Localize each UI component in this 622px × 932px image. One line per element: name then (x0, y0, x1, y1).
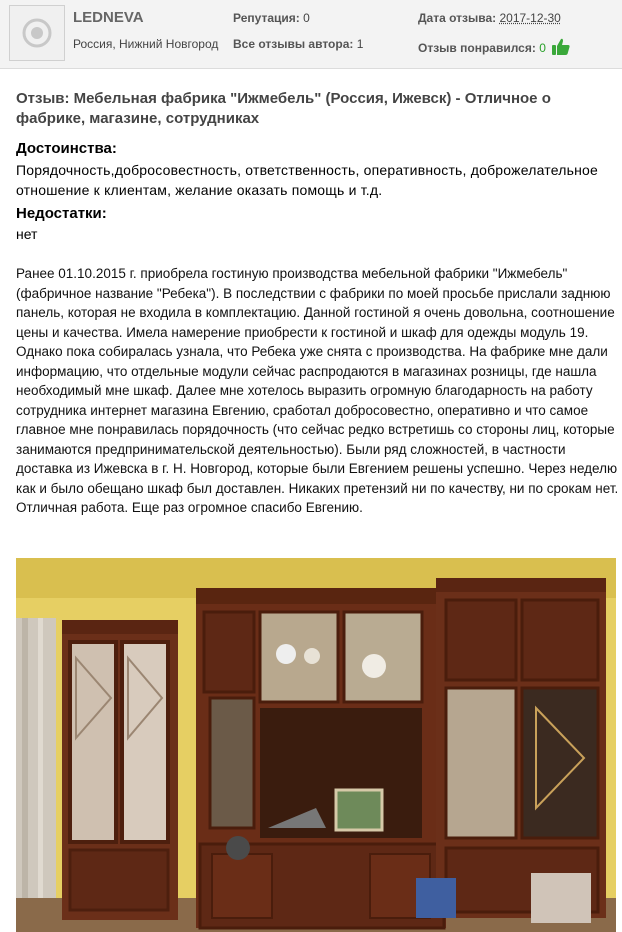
review-likes-value: 0 (539, 41, 546, 55)
pros-text: Порядочность,добросовестность, ответственность, оперативность, доброжелательное отношение к клиентам, желание оказать помощь и т.д. (16, 162, 598, 198)
review-date-value: 2017-12-30 (499, 11, 561, 25)
review-likes (418, 37, 571, 57)
reputation (233, 11, 310, 25)
review-likes-label: Отзыв понравился: (418, 41, 536, 55)
avatar[interactable] (9, 5, 65, 61)
furniture-photo (16, 558, 616, 932)
review-date (418, 11, 561, 25)
all-reviews-count: 1 (356, 37, 364, 51)
author-city: Россия, Нижний Новгород (73, 37, 219, 51)
review-photo[interactable] (16, 558, 616, 932)
review-header (0, 0, 622, 69)
review-date-label: Дата отзыва: (418, 11, 497, 25)
review-body: Ранее 01.10.2015 г. приобрела гостиную производства мебельной фабрики "Ижмебель" (фабричное название "Ребека"). В последствии с фабрики по моей просьбе прислали заднюю панель, которая не входила в комплектацию. Данной гостиной я очень довольна, соотношение цены и качества. Имела намерение приобрести к гостиной и шкаф для одежды модуль 19. Однако пока собиралась узнала, что Ребека уже снята с производства. На фабрике мне дали информацию, что отдельные модули сейчас распродаются в магазинах розницы, где нашла необходимый мне шкаф. Далее мне хотелось выразить огромную благодарность на работу сотрудника интернет магазина Евгению, сработал добросовестно, оперативно и что самое главное мне понравилась порядочность (что сейчас редко встретишь со стороны лиц, которые занимаются предпринимательской деятельностью). Были ряд сложностей, в частности доставка из Ижевска в г. Н. Новгород, которые были Евгением решены успешно. Через неделю как и было обещано шкаф был доставлен. Никаких претензий ни по качеству, ни по срокам нет. Отличная работа. Еще раз огромное спасибо Евгению. (16, 266, 619, 515)
cons-text: нет (16, 226, 38, 242)
review-title: Отзыв: Мебельная фабрика "Ижмебель" (Россия, Ижевск) - Отличное о фабрике, магазине, сотрудниках (16, 90, 551, 127)
reputation-value: 0 (303, 11, 310, 25)
reputation-label: Репутация: (233, 11, 300, 25)
thumbs-up-icon[interactable] (551, 37, 571, 57)
pros-label: Достоинства: (16, 140, 117, 157)
all-reviews-link[interactable] (233, 37, 363, 51)
cons-label: Недостатки: (16, 205, 107, 222)
author-name[interactable]: LEDNEVA (73, 9, 144, 26)
default-avatar-icon (22, 18, 52, 48)
all-reviews-label[interactable]: Все отзывы автора: (233, 37, 354, 51)
